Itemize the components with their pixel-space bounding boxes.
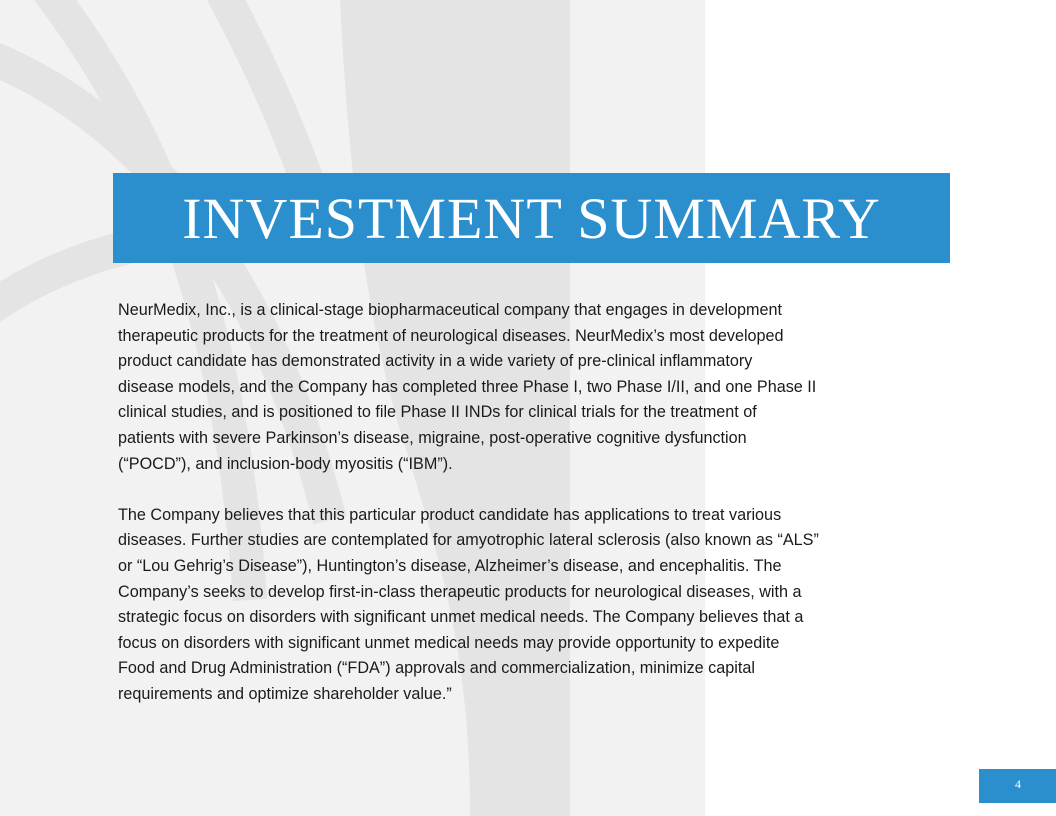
page-number-badge [979, 769, 1056, 803]
summary-paragraph-2: The Company believes that this particular product candidate has applications to treat various diseases. Further studies are contemplated for amyotrophic lateral sclerosis (also known as “ALS” or “Lou Gehrig’s Disease”), Huntington’s disease, Alzheimer’s disease, and encephalitis. The Company’s seeks to develop first-in-class therapeutic products for neurological diseases, with a strategic focus on disorders with significant unmet medical needs. The Company believes that a focus on disorders with significant unmet medical needs may provide opportunity to expedite Food and Drug Administration (“FDA”) approvals and commercialization, minimize capital requirements and optimize shareholder value.” [118, 505, 819, 703]
summary-body [118, 298, 978, 708]
title-banner [113, 173, 950, 263]
page-number: 4 [1015, 777, 1021, 791]
page-title: INVESTMENT SUMMARY [182, 185, 881, 251]
summary-paragraph-1: NeurMedix, Inc., is a clinical-stage biopharmaceutical company that engages in development therapeutic products for the treatment of neurological diseases. NeurMedix’s most developed product candidate has demonstrated activity in a wide variety of pre-clinical inflammatory disease models, and the Company has completed three Phase I, two Phase I/II, and one Phase II clinical studies, and is positioned to file Phase II INDs for clinical trials for the treatment of patients with severe Parkinson’s disease, migraine, post-operative cognitive dysfunction (“POCD”), and inclusion-body myositis (“IBM”). [118, 301, 817, 473]
